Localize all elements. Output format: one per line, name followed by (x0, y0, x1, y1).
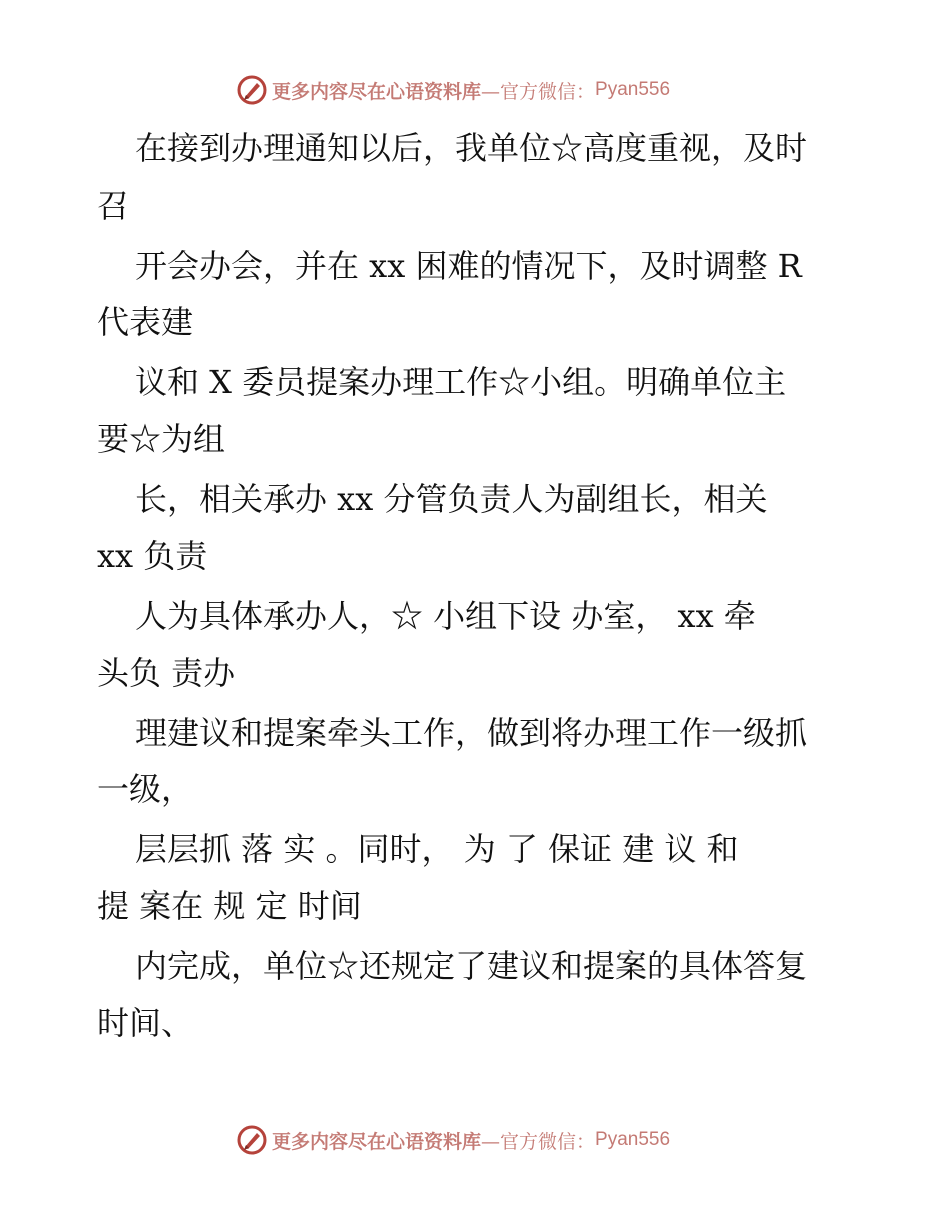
footer-wechat-id: Pyan556 (595, 1129, 671, 1150)
header-banner-sub: —官方微信： (481, 80, 596, 103)
paragraph-line: 时间、 (97, 1004, 194, 1042)
footer-banner-text: 更多内容尽在心语资料库 (272, 1130, 482, 1153)
footer-banner-sub: —官方微信： (481, 1130, 596, 1153)
paragraph-line: 一级， (97, 770, 194, 808)
paragraph-line: 层层抓 落 实 。同时， 为 了 保证 建 议 和 (135, 830, 739, 868)
paragraph-line: xx 负责 (97, 537, 208, 575)
header-banner (236, 72, 716, 108)
paragraph-line: 长，相关承办 xx 分管负责人为副组长，相关 (135, 480, 768, 518)
paragraph-line: 要☆为组 (97, 420, 226, 458)
paragraph-line: 开会办会，并在 xx 困难的情况下，及时调整 R (135, 247, 802, 285)
paragraph-line: 人为具体承办人，☆ 小组下设 办室， xx 牵 (135, 597, 756, 635)
paragraph-line: 在接到办理通知以后，我单位☆高度重视，及时 (135, 129, 808, 167)
paragraph-line: 头负 责办 (97, 654, 236, 692)
paragraph-line: 召 (97, 187, 130, 225)
footer-banner (236, 1122, 716, 1158)
paragraph-line: 内完成，单位☆还规定了建议和提案的具体答复 (135, 947, 808, 985)
pen-logo-icon (236, 74, 268, 106)
paragraph-line: 议和 X 委员提案办理工作☆小组。明确单位主 (135, 363, 787, 401)
paragraph-line: 代表建 (97, 303, 194, 341)
pen-logo-icon (236, 1124, 268, 1156)
paragraph-line: 提 案在 规 定 时间 (97, 887, 362, 925)
header-wechat-id: Pyan556 (595, 79, 671, 100)
header-banner-text: 更多内容尽在心语资料库 (272, 80, 482, 103)
paragraph-line: 理建议和提案牵头工作，做到将办理工作一级抓 (135, 714, 808, 752)
